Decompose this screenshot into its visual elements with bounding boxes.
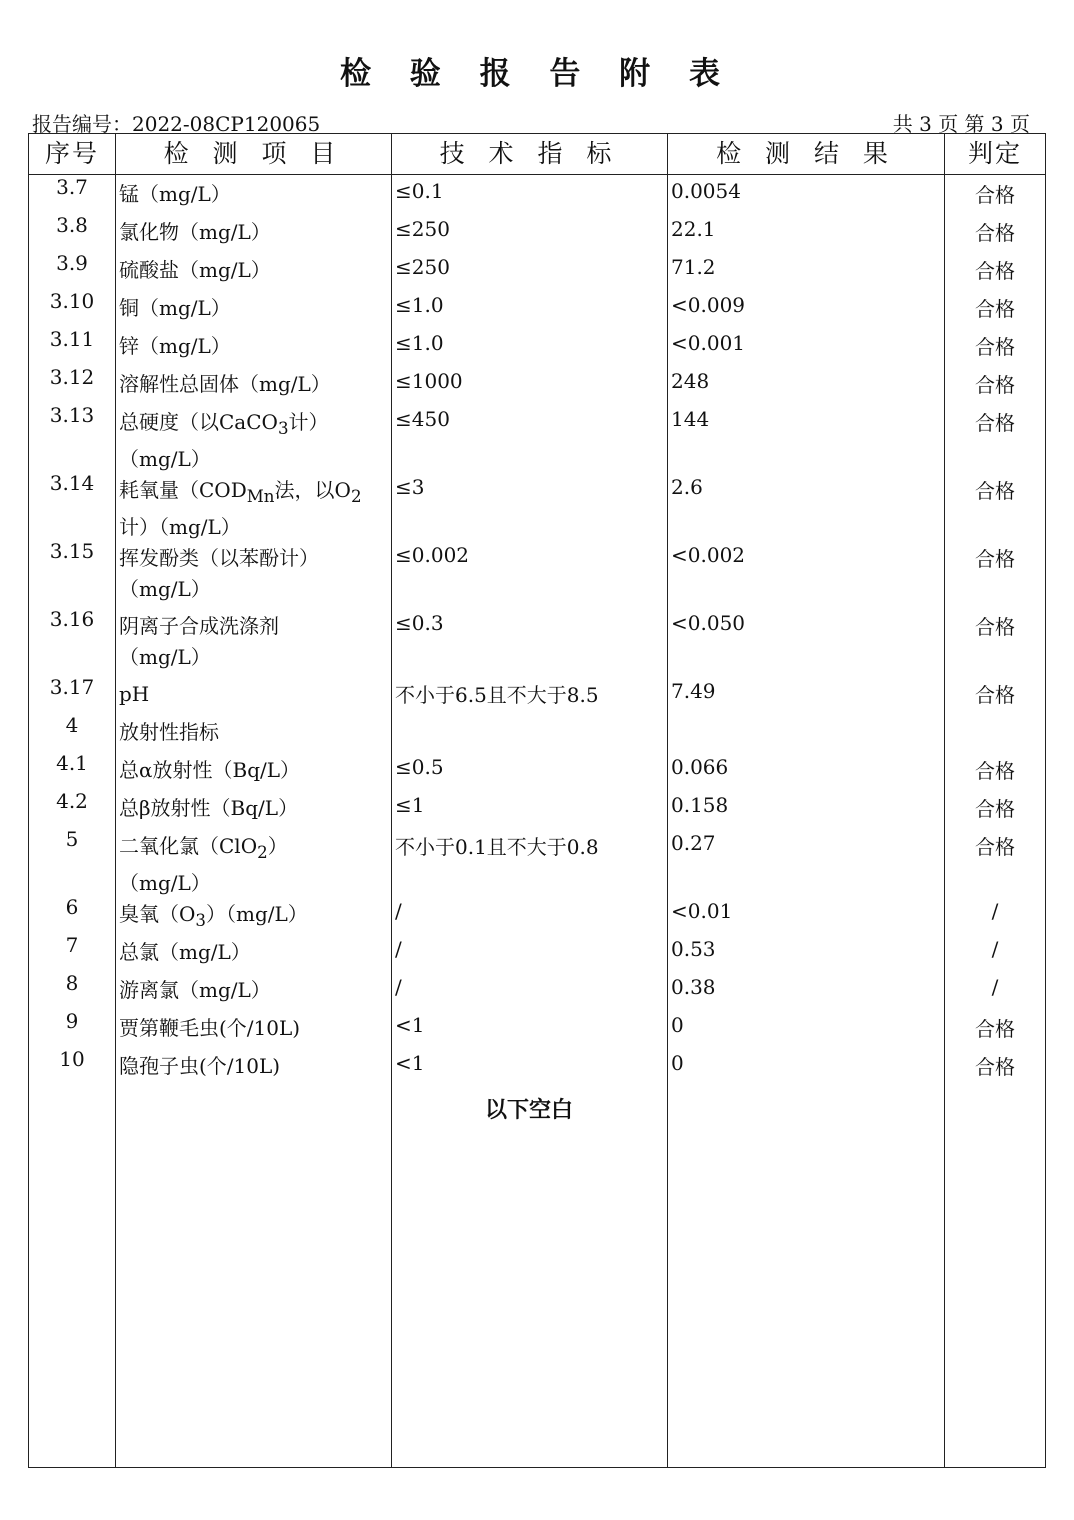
row-judgement: 合格 — [975, 615, 1015, 639]
blank-below-note: 以下空白 — [484, 1098, 573, 1123]
row-seq: 3.17 — [49, 675, 95, 699]
row-item: 贾第鞭毛虫(个/10L) — [119, 1016, 301, 1040]
row-seq: 3.9 — [56, 251, 88, 275]
row-spec: / — [395, 937, 402, 961]
row-seq: 3.11 — [49, 327, 95, 351]
row-spec: ≤250 — [395, 255, 450, 279]
row-result: 0.066 — [671, 755, 729, 779]
row-result: 0.158 — [671, 793, 729, 817]
row-spec: ≤0.5 — [395, 755, 444, 779]
row-result: 0.0054 — [671, 179, 741, 203]
row-result: 0.38 — [671, 975, 716, 999]
row-spec: ≤0.002 — [395, 543, 470, 567]
row-spec: ≤3 — [395, 475, 425, 499]
row-result: 0 — [671, 1051, 684, 1075]
row-item: 二氧化氯（ClO$_2$） （mg/L） — [119, 834, 288, 895]
column-divider — [391, 134, 392, 1467]
row-item: 挥发酚类（以苯酚计） （mg/L） — [119, 546, 319, 601]
results-table — [28, 133, 1046, 1468]
row-seq: 3.15 — [49, 539, 95, 563]
row-judgement: 合格 — [975, 1055, 1015, 1079]
row-spec: <1 — [395, 1013, 425, 1037]
column-divider — [667, 134, 668, 1467]
column-divider — [115, 134, 116, 1467]
row-item: 总氯（mg/L） — [119, 940, 251, 964]
row-seq: 3.8 — [56, 213, 88, 237]
row-result: <0.001 — [671, 331, 746, 355]
header-judgement: 判定 — [967, 139, 1022, 168]
row-judgement: 合格 — [975, 1017, 1015, 1041]
row-item: 铜（mg/L） — [119, 296, 231, 320]
row-result: <0.050 — [671, 611, 746, 635]
row-item: 氯化物（mg/L） — [119, 220, 271, 244]
row-seq: 3.10 — [49, 289, 95, 313]
row-spec: 不小于0.1且不大于0.8 — [395, 835, 599, 859]
row-seq: 3.16 — [49, 607, 95, 631]
header-divider — [29, 174, 1045, 175]
header-seq: 序号 — [44, 139, 99, 168]
header-result: 检 测 结 果 — [716, 139, 896, 168]
row-item: 游离氯（mg/L） — [119, 978, 271, 1002]
row-spec: 不小于6.5且不大于8.5 — [395, 683, 599, 707]
row-judgement: 合格 — [975, 373, 1015, 397]
row-judgement: / — [991, 899, 999, 923]
row-judgement: 合格 — [975, 835, 1015, 859]
row-result: 144 — [671, 407, 710, 431]
row-seq: 3.13 — [49, 403, 95, 427]
row-spec: <1 — [395, 1051, 425, 1075]
row-seq: 6 — [65, 895, 79, 919]
header-spec: 技 术 指 标 — [439, 139, 620, 168]
row-judgement: 合格 — [975, 797, 1015, 821]
row-spec: / — [395, 975, 402, 999]
row-spec: ≤450 — [395, 407, 450, 431]
row-spec: ≤1.0 — [395, 331, 444, 355]
row-seq: 5 — [65, 827, 79, 851]
row-seq: 3.14 — [49, 471, 95, 495]
row-spec: ≤1000 — [395, 369, 463, 393]
row-result: 2.6 — [671, 475, 703, 499]
report-number: 报告编号：2022-08CP120065 — [32, 112, 321, 136]
row-seq: 4 — [65, 713, 79, 737]
row-spec: ≤0.1 — [395, 179, 444, 203]
row-seq: 3.7 — [56, 175, 88, 199]
row-seq: 7 — [65, 933, 79, 957]
row-judgement: 合格 — [975, 547, 1015, 571]
row-seq: 10 — [59, 1047, 85, 1071]
row-judgement: 合格 — [975, 335, 1015, 359]
row-result: 7.49 — [671, 679, 716, 703]
header-item: 检 测 项 目 — [163, 139, 344, 168]
row-judgement: / — [991, 975, 999, 999]
row-item: 阴离子合成洗涤剂 （mg/L） — [119, 614, 279, 669]
row-item: 总β放射性（Bq/L） — [119, 796, 299, 820]
row-judgement: 合格 — [975, 479, 1015, 503]
row-item: 溶解性总固体（mg/L） — [119, 372, 331, 396]
row-judgement: 合格 — [975, 759, 1015, 783]
row-seq: 4.1 — [56, 751, 88, 775]
row-seq: 4.2 — [56, 789, 88, 813]
row-item: 放射性指标 — [119, 720, 219, 744]
row-seq: 3.12 — [49, 365, 95, 389]
row-item: 耗氧量（$COD_{Mn}$法，以$O_2$ 计）（mg/L） — [119, 478, 362, 539]
page-title: 检 验 报 告 附 表 — [340, 56, 734, 92]
row-judgement: 合格 — [975, 411, 1015, 435]
row-seq: 9 — [65, 1009, 79, 1033]
row-result: <0.009 — [671, 293, 746, 317]
row-result: 0.27 — [671, 831, 716, 855]
row-judgement: 合格 — [975, 297, 1015, 321]
row-result: <0.002 — [671, 543, 746, 567]
page-counter: 共 3 页 第 3 页 — [892, 112, 1030, 136]
row-result: <0.01 — [671, 899, 733, 923]
row-item: pH — [119, 682, 150, 706]
row-judgement: 合格 — [975, 183, 1015, 207]
row-item: 锰（mg/L） — [119, 182, 231, 206]
row-judgement: 合格 — [975, 683, 1015, 707]
row-result: 248 — [671, 369, 710, 393]
row-item: 总硬度（以CaCO$_3$计） （mg/L） — [119, 410, 329, 471]
row-judgement: 合格 — [975, 259, 1015, 283]
row-judgement: / — [991, 937, 999, 961]
row-spec: ≤1.0 — [395, 293, 444, 317]
row-result: 0 — [671, 1013, 684, 1037]
row-spec: ≤0.3 — [395, 611, 444, 635]
row-item: 臭氧$(O_3)(mg/L)$ — [119, 902, 308, 930]
row-result: 0.53 — [671, 937, 716, 961]
row-item: 隐孢子虫(个/10L) — [119, 1054, 281, 1078]
row-item: 总α放射性（Bq/L） — [119, 758, 301, 782]
row-spec: / — [395, 899, 402, 923]
row-item: 锌（mg/L） — [119, 334, 231, 358]
row-spec: ≤1 — [395, 793, 425, 817]
row-seq: 8 — [65, 971, 79, 995]
row-result: 22.1 — [671, 217, 716, 241]
row-item: 硫酸盐（mg/L） — [119, 258, 271, 282]
row-result: 71.2 — [671, 255, 716, 279]
row-spec: ≤250 — [395, 217, 450, 241]
row-judgement: 合格 — [975, 221, 1015, 245]
